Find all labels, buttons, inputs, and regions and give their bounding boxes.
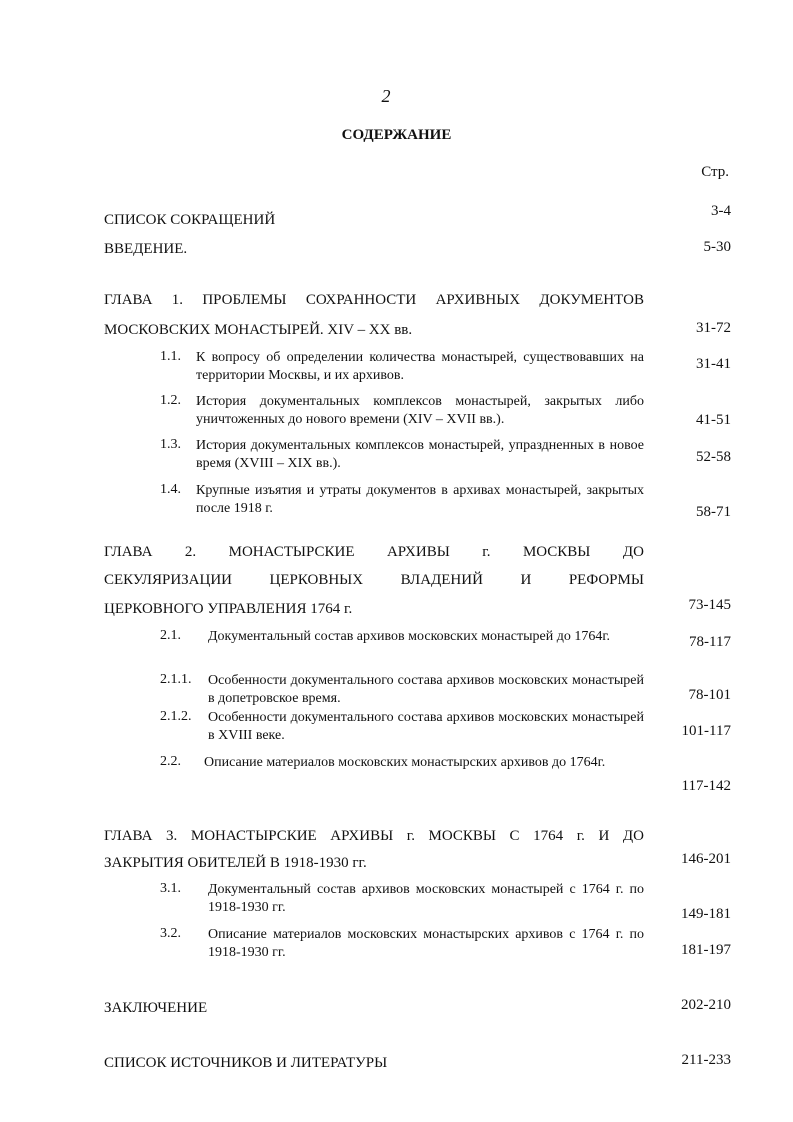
word: ПРОБЛЕМЫ — [202, 292, 287, 308]
word: ВЛАДЕНИЙ — [400, 572, 483, 588]
chapter-2-title-line-2[interactable] — [104, 572, 644, 589]
chapter-2-title-line-1[interactable] — [104, 544, 644, 561]
word: И — [520, 572, 532, 588]
section-3-2-pages: 181-197 — [681, 942, 731, 958]
word: РЕФОРМЫ — [568, 572, 644, 588]
word: АРХИВЫ — [386, 544, 450, 560]
section-2-1-pages: 78-117 — [689, 634, 731, 650]
chapter-3-pages: 146-201 — [681, 851, 731, 867]
toc-sources-pages: 211-233 — [681, 1052, 731, 1068]
word: г. — [482, 544, 491, 560]
section-number: 2.1.1. — [160, 672, 192, 687]
chapter-1-pages: 31-72 — [696, 320, 731, 336]
section-2-1-2-pages: 101-117 — [681, 723, 731, 739]
chapter-3-title-line-2[interactable]: ЗАКРЫТИЯ ОБИТЕЛЕЙ В 1918-1930 гг. — [104, 855, 367, 871]
toc-introduction[interactable]: ВВЕДЕНИЕ. — [104, 241, 188, 257]
toc-sources[interactable]: СПИСОК ИСТОЧНИКОВ И ЛИТЕРАТУРЫ — [104, 1055, 388, 1071]
pages-column-label: Стр. — [701, 164, 729, 180]
toc-introduction-pages: 5-30 — [703, 239, 731, 255]
chapter-2-pages: 73-145 — [688, 597, 731, 613]
section-2-1-1-pages: 78-101 — [688, 687, 731, 703]
section-number: 2.1.2. — [160, 709, 192, 724]
section-number: 2.1. — [160, 628, 181, 643]
section-1-4[interactable]: Крупные изъятия и утраты документов в архивах монастырей, закрытых после 1918 г. — [196, 483, 644, 516]
section-1-2-pages: 41-51 — [696, 412, 731, 428]
section-3-1-pages: 149-181 — [681, 906, 731, 922]
section-number: 1.4. — [160, 482, 181, 497]
chapter-1-title-line-1[interactable] — [104, 292, 644, 309]
word: 2. — [184, 544, 197, 560]
page-number: 2 — [381, 86, 391, 106]
section-1-1[interactable]: К вопросу об определении количества монастырей, существовавших на территории Москвы, и их архивов. — [196, 350, 644, 383]
word: СОХРАННОСТИ — [305, 292, 417, 308]
word: СЕКУЛЯРИЗАЦИИ — [104, 572, 232, 588]
chapter-1-title-line-2[interactable]: МОСКОВСКИХ МОНАСТЫРЕЙ. XIV – XX вв. — [104, 322, 413, 338]
section-1-3[interactable]: История документальных комплексов монастырей, упраздненных в новое время (XVIII – XIX вв.). — [196, 438, 644, 471]
section-number: 3.1. — [160, 881, 181, 896]
section-3-2[interactable]: Описание материалов московских монастырских архивов с 1764 г. по 1918-1930 гг. — [208, 927, 644, 960]
section-2-2[interactable]: Описание материалов московских монастырских архивов до 1764г. — [204, 755, 606, 770]
word: 1. — [171, 292, 184, 308]
section-2-1-2[interactable]: Особенности документального состава архивов московских монастырей в XVIII веке. — [208, 710, 644, 743]
word: МОСКВЫ — [522, 544, 591, 560]
chapter-3-title-line-1[interactable]: ГЛАВА 3. МОНАСТЫРСКИЕ АРХИВЫ г. МОСКВЫ С 1764 г. И ДО — [104, 828, 644, 844]
word: ЦЕРКОВНЫХ — [269, 572, 364, 588]
word: МОНАСТЫРСКИЕ — [228, 544, 355, 560]
section-number: 1.3. — [160, 437, 181, 452]
word: ДОКУМЕНТОВ — [539, 292, 644, 308]
chapter-2-title-line-3[interactable]: ЦЕРКОВНОГО УПРАВЛЕНИЯ 1764 г. — [104, 601, 353, 617]
word: ГЛАВА — [104, 544, 153, 560]
section-number: 3.2. — [160, 926, 181, 941]
section-1-3-pages: 52-58 — [696, 449, 731, 465]
section-number: 2.2. — [160, 754, 181, 769]
toc-abbreviations[interactable]: СПИСОК СОКРАЩЕНИЙ — [104, 212, 276, 228]
section-2-2-pages: 117-142 — [681, 778, 731, 794]
section-1-1-pages: 31-41 — [696, 356, 731, 372]
section-1-2[interactable]: История документальных комплексов монастырей, закрытых либо уничтоженных до нового времени (XIV – XVII вв.). — [196, 394, 644, 427]
toc-conclusion[interactable]: ЗАКЛЮЧЕНИЕ — [104, 1000, 208, 1016]
section-1-4-pages: 58-71 — [696, 504, 731, 520]
word: ДО — [622, 544, 644, 560]
word: АРХИВНЫХ — [435, 292, 521, 308]
section-number: 1.2. — [160, 393, 181, 408]
section-3-1[interactable]: Документальный состав архивов московских монастырей с 1764 г. по 1918-1930 гг. — [208, 882, 644, 915]
section-2-1-1[interactable]: Особенности документального состава архивов московских монастырей в допетровское время. — [208, 673, 644, 706]
toc-conclusion-pages: 202-210 — [681, 997, 731, 1013]
section-2-1[interactable]: Документальный состав архивов московских монастырей до 1764г. — [208, 629, 610, 644]
toc-abbreviations-pages: 3-4 — [711, 203, 731, 219]
page-title: СОДЕРЖАНИЕ — [341, 127, 452, 143]
word: ГЛАВА — [104, 292, 153, 308]
section-number: 1.1. — [160, 349, 181, 364]
